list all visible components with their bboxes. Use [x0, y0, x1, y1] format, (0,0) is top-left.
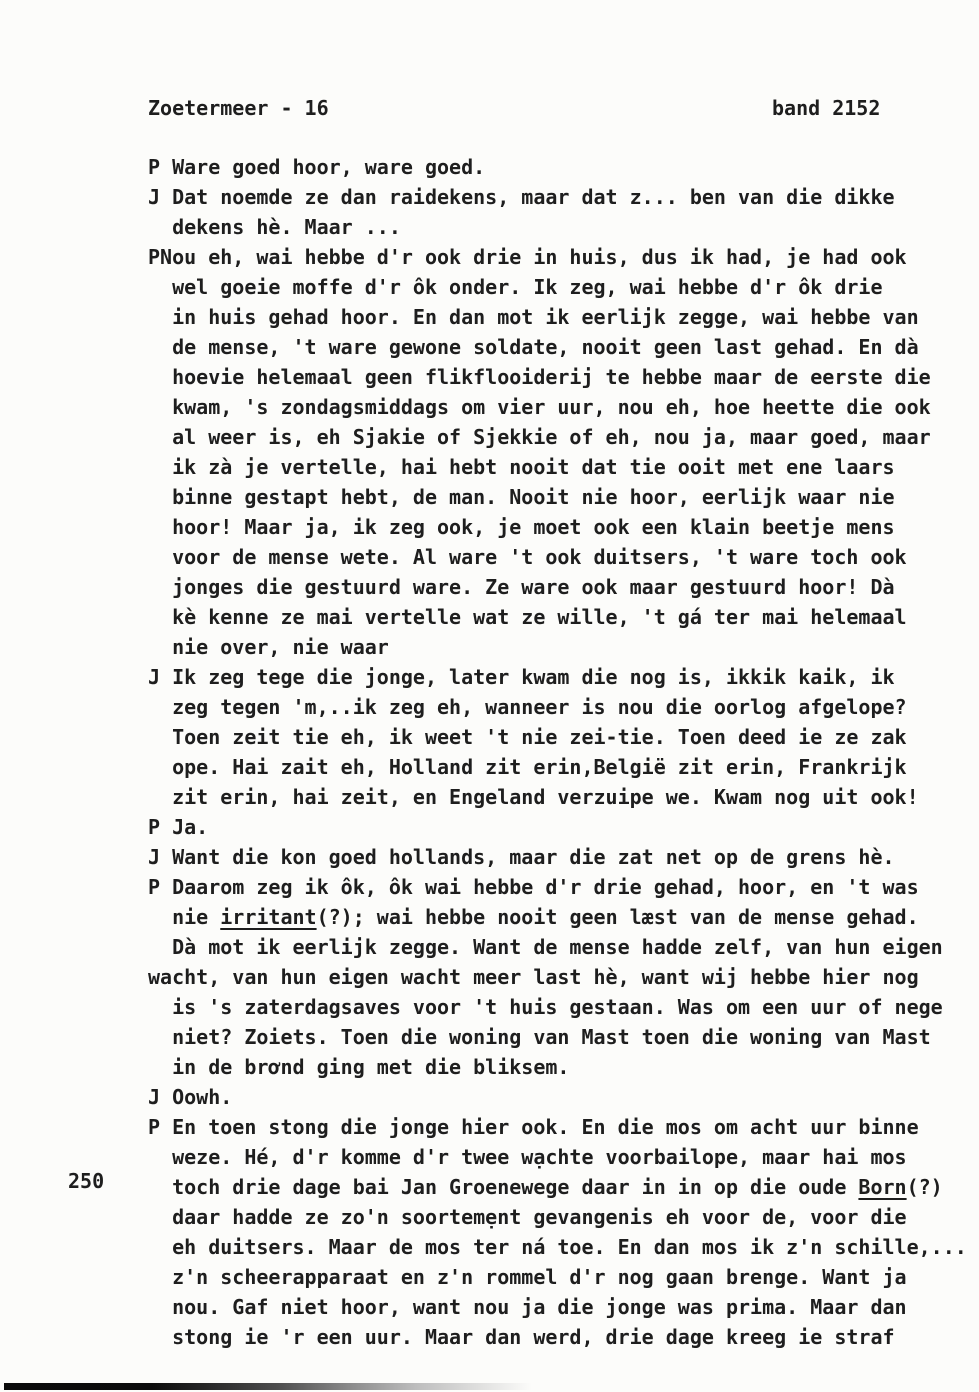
line-text: ik zà je vertelle, hai hebt nooit dat tie ooit met ene laars	[148, 455, 895, 479]
line-text: wacht, van hun eigen wacht meer last hè, want wij hebbe hier nog	[148, 965, 919, 989]
line-text: PNou eh, wai hebbe d'r ook drie in huis, dus ik had, je had ook	[148, 245, 907, 269]
transcript-line	[148, 572, 978, 602]
line-text: nie	[148, 905, 221, 929]
line-text: (?); wai hebbe nooit geen læst van de mense gehad.	[316, 905, 919, 929]
transcript-line	[148, 1262, 978, 1292]
line-text: J Oowh.	[148, 1085, 233, 1109]
transcript-line	[148, 482, 978, 512]
line-text: J Dat noemde ze dan raidekens, maar dat z... ben van die dikke	[148, 185, 895, 209]
line-text: Dà mot ik eerlijk zegge. Want de mense hadde zelf, van hun eigen	[148, 935, 943, 959]
transcript-line	[148, 422, 978, 452]
transcript-line	[148, 632, 978, 662]
line-text: jonges die gestuurd ware. Ze ware ook maar gestuurd hoor! Dà	[148, 575, 895, 599]
transcript-line	[148, 1142, 978, 1172]
transcript-line	[148, 782, 978, 812]
transcript-line	[148, 812, 978, 842]
line-text: niet? Zoiets. Toen die woning van Mast toen die woning van Mast	[148, 1025, 931, 1049]
line-text: zit erin, hai zeit, en Engeland verzuipe we. Kwam nog uit ook!	[148, 785, 919, 809]
transcript-line	[148, 1202, 978, 1232]
line-text: wel goeie moffe d'r ôk onder. Ik zeg, wai hebbe d'r ôk drie	[148, 275, 883, 299]
underlined-word: Born	[858, 1175, 907, 1199]
line-text: nou. Gaf niet hoor, want nou ja die jonge was prima. Maar dan	[148, 1295, 907, 1319]
line-text: P Ware goed hoor, ware goed.	[148, 155, 486, 179]
line-text: voor de mense wete. Al ware 't ook duitsers, 't ware toch ook	[148, 545, 907, 569]
line-text: al weer is, eh Sjakie of Sjekkie of eh, nou ja, maar goed, maar	[148, 425, 931, 449]
transcript-line	[148, 602, 978, 632]
transcript-line	[148, 962, 978, 992]
line-text: J Ik zeg tege die jonge, later kwam die nog is, ikkik kaik, ik	[148, 665, 895, 689]
line-text: stong ie 'r een uur. Maar dan werd, drie dage kreeg ie straf	[148, 1325, 895, 1349]
transcript-line	[148, 1112, 978, 1142]
transcript-line	[148, 1082, 978, 1112]
transcript-line	[148, 1172, 978, 1202]
transcript-line	[148, 182, 978, 212]
transcript-line	[148, 362, 978, 392]
line-text: dekens hè. Maar ...	[148, 215, 401, 239]
line-text: in de brơnd ging met die bliksem.	[148, 1055, 570, 1079]
transcript-line	[148, 992, 978, 1022]
transcript-line	[148, 1022, 978, 1052]
line-text: kè kenne ze mai vertelle wat ze wille, 't gá ter mai helemaal	[148, 605, 907, 629]
line-text: Toen zeit tie eh, ik weet 't nie zei-tie. Toen deed ie ze zak	[148, 725, 907, 749]
transcript-line	[148, 872, 978, 902]
page-header-band-number: band 2152	[772, 96, 881, 120]
transcript-line	[148, 692, 978, 722]
transcript-line	[148, 1292, 978, 1322]
line-text: ope. Hai zait eh, Holland zit erin,België zit erin, Frankrijk	[148, 755, 907, 779]
line-text: P En toen stong die jonge hier ook. En die mos om acht uur binne	[148, 1115, 919, 1139]
line-text: in huis gehad hoor. En dan mot ik eerlijk zegge, wai hebbe van	[148, 305, 919, 329]
line-text: P Daarom zeg ik ôk, ôk wai hebbe d'r drie gehad, hoor, en 't was	[148, 875, 919, 899]
line-text: zeg tegen 'm,..ik zeg eh, wanneer is nou die oorlog afgelope?	[148, 695, 907, 719]
line-text: de mense, 't ware gewone soldate, nooit geen last gehad. En dà	[148, 335, 919, 359]
transcript-line	[148, 392, 978, 422]
margin-line-number: 250	[68, 1169, 105, 1193]
transcript-line	[148, 1052, 978, 1082]
transcript-line	[148, 452, 978, 482]
transcript-line	[148, 902, 978, 932]
transcript-line	[148, 272, 978, 302]
transcript-lines	[148, 152, 978, 1352]
transcript-line	[148, 242, 978, 272]
line-text: is 's zaterdagsaves voor 't huis gestaan. Was om een uur of nege	[148, 995, 943, 1019]
line-text: nie over, nie waar	[148, 635, 389, 659]
transcript-line	[148, 512, 978, 542]
transcript-line	[148, 332, 978, 362]
scan-artifact-bar	[4, 1383, 532, 1390]
line-text: J Want die kon goed hollands, maar die zat net op de grens hè.	[148, 845, 895, 869]
line-text: daar hadde ze zo'n soortemẹnt gevangenis eh voor de, voor die	[148, 1205, 907, 1229]
line-text: (?)	[906, 1175, 943, 1199]
underlined-word: irritant	[220, 905, 317, 929]
line-text: z'n scheerapparaat en z'n rommel d'r nog gaan brenge. Want ja	[148, 1265, 907, 1289]
transcript-line	[148, 932, 978, 962]
line-text: P Ja.	[148, 815, 209, 839]
transcript-line	[148, 542, 978, 572]
transcript-line	[148, 1232, 978, 1262]
transcript-line	[148, 722, 978, 752]
line-text: toch drie dage bai Jan Groenewege daar in in op die oude	[148, 1175, 859, 1199]
page-header-title: Zoetermeer - 16	[148, 96, 329, 120]
line-text: eh duitsers. Maar de mos ter ná toe. En dan mos ik z'n schille,...	[148, 1235, 967, 1259]
transcript-line	[148, 662, 978, 692]
line-text: weze. Hé, d'r komme d'r twee wạchte voorbailope, maar hai mos	[148, 1145, 907, 1169]
line-text: kwam, 's zondagsmiddags om vier uur, nou eh, hoe heette die ook	[148, 395, 931, 419]
transcript-line	[148, 842, 978, 872]
transcript-line	[148, 212, 978, 242]
transcript-line	[148, 752, 978, 782]
transcript-line	[148, 1322, 978, 1352]
transcript-line	[148, 152, 978, 182]
line-text: binne gestapt hebt, de man. Nooit nie hoor, eerlijk waar nie	[148, 485, 895, 509]
line-text: hoor! Maar ja, ik zeg ook, je moet ook een klain beetje mens	[148, 515, 895, 539]
transcript-line	[148, 302, 978, 332]
line-text: hoevie helemaal geen flikflooiderij te hebbe maar de eerste die	[148, 365, 931, 389]
